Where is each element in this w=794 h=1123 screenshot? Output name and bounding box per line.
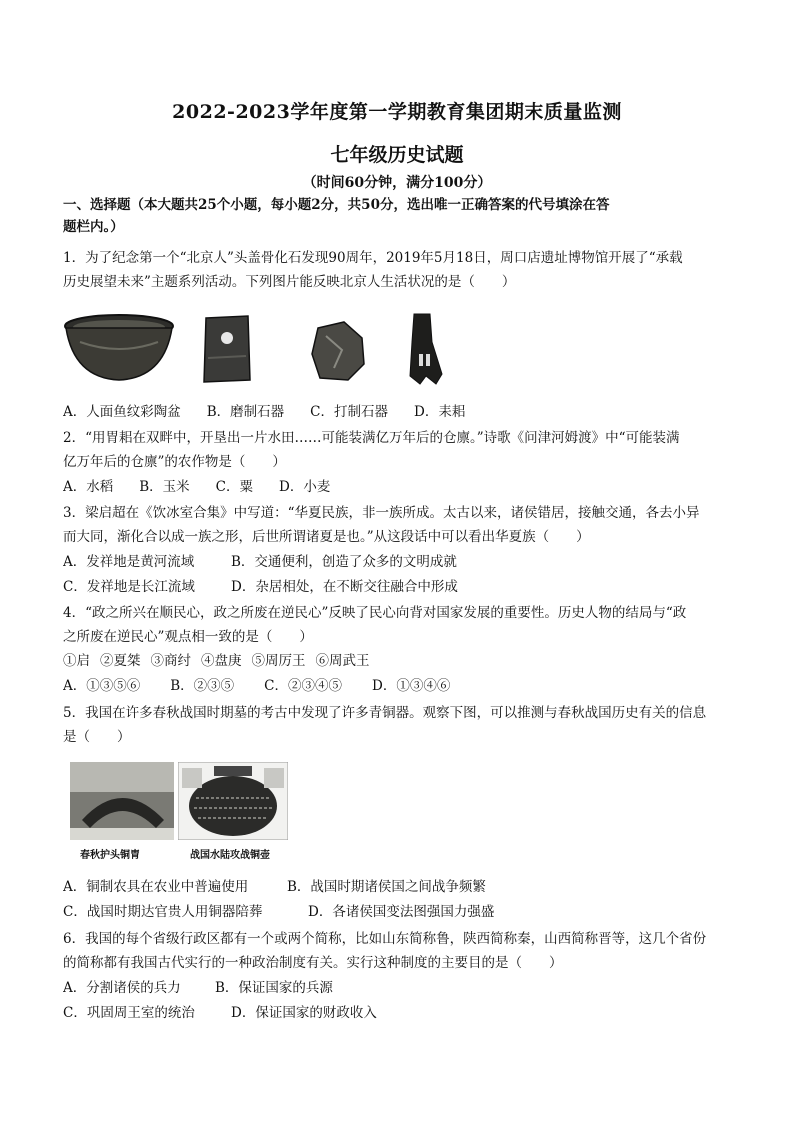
q6-options-row1: [63, 978, 743, 998]
q3-option-a[interactable]: A．发祥地是黄河流域: [63, 554, 195, 570]
q5-stem: 5．我国在许多春秋战国时期墓的考古中发现了许多青铜器。观察下图，可以推测与春秋战国历史有关的信息: [63, 705, 707, 721]
q5-options-row1: [63, 877, 743, 897]
q3-options-row2: [63, 577, 743, 597]
q5-option-c[interactable]: C．战国时期达官贵人用铜器陪葬: [63, 904, 263, 920]
q4-item: ⑤周厉王: [251, 653, 306, 669]
exam-title: 2022-2023学年度第一学期教育集团期末质量监测: [172, 101, 622, 123]
q1-stem-cont: 历史展望未来”主题系列活动。下列图片能反映北京人生活状况的是（ ）: [63, 274, 516, 290]
q2-stem-cont: 亿万年后的仓廪”的农作物是（ ）: [63, 454, 286, 470]
q1-option-d[interactable]: D．耒耜: [414, 404, 466, 420]
q4-item: ④盘庚: [201, 653, 242, 669]
q3-options-row1: [63, 552, 743, 572]
q4-stem: 4．“政之所兴在顺民心，政之所废在逆民心”反映了民心向背对国家发展的重要性。历史人物的结局与“政: [63, 605, 687, 621]
q4-options: [63, 676, 743, 696]
q1-option-c[interactable]: C．打制石器: [310, 404, 389, 420]
q5-caption-left: 春秋护头铜胄: [80, 850, 140, 861]
q3-option-d[interactable]: D．杂居相处，在不断交往融合中形成: [231, 579, 458, 595]
q2-stem: 2．“用胃耜在双畔中，开垦出一片水田……可能装满亿万年后的仓廪。”诗歌《问津河姆渡》中“可能装满: [63, 430, 680, 446]
bronze-helmet-image: [70, 762, 174, 840]
pottery-basin-image: [62, 312, 177, 384]
q2-option-d[interactable]: D．小麦: [279, 479, 331, 495]
q1-stem: 1．为了纪念第一个“北京人”头盖骨化石发现90周年，2019年5月18日，周口店遗址博物馆开展了“承载: [63, 250, 683, 266]
q5-caption-right: 战国水陆攻战铜壶: [190, 850, 270, 861]
q2-option-b[interactable]: B．玉米: [139, 479, 190, 495]
q5-stem-cont: 是（ ）: [63, 729, 131, 745]
q2-option-a[interactable]: A．水稻: [63, 479, 114, 495]
q3-option-c[interactable]: C．发祥地是长江流域: [63, 579, 195, 595]
chipped-stone-tool-image: [308, 320, 368, 384]
q3-stem-cont: 而大同，渐化合以成一族之形，后世所谓诸夏是也。”从这段话中可以看出华夏族（ ）: [63, 529, 590, 545]
q4-item: ③商纣: [150, 653, 191, 669]
q6-options-row2: [63, 1003, 743, 1023]
q6-option-d[interactable]: D．保证国家的财政收入: [231, 1005, 377, 1021]
q3-option-b[interactable]: B．交通便利，创造了众多的文明成就: [231, 554, 457, 570]
q6-stem-cont: 的简称都有我国古代实行的一种政治制度有关。实行这种制度的主要目的是（ ）: [63, 955, 563, 971]
leisi-plough-image: [400, 312, 450, 388]
q4-stem-cont: 之所废在逆民心”观点相一致的是（ ）: [63, 629, 313, 645]
polished-stone-tool-image: [200, 314, 254, 386]
q4-option-b[interactable]: B．②③⑤: [170, 678, 235, 694]
q3-stem: 3．梁启超在《饮冰室合集》中写道：“华夏民族，非一族所成。太古以来，诸侯错居，接触交通，各去小异: [63, 505, 700, 521]
q4-option-c[interactable]: C．②③④⑤: [264, 678, 343, 694]
q2-option-c[interactable]: C．粟: [215, 479, 254, 495]
q6-option-b[interactable]: B．保证国家的兵源: [215, 980, 333, 996]
q2-options: [63, 477, 743, 497]
section-heading: 一、选择题（本大题共25个小题，每小题2分，共50分，选出唯一正确答案的代号填涂在答: [63, 197, 610, 213]
bronze-pot-image: [178, 762, 288, 840]
q5-option-b[interactable]: B．战国时期诸侯国之间战争频繁: [287, 879, 486, 895]
q1-options: [63, 402, 743, 422]
exam-meta: （时间60分钟，满分100分）: [302, 175, 492, 191]
q1-option-b[interactable]: B．磨制石器: [206, 404, 285, 420]
exam-subtitle: 七年级历史试题: [330, 144, 464, 166]
q1-option-a[interactable]: A．人面鱼纹彩陶盆: [63, 404, 181, 420]
q5-option-a[interactable]: A．铜制农具在农业中普遍使用: [63, 879, 249, 895]
q4-items: [63, 651, 743, 671]
q4-item: ⑥周武王: [315, 653, 370, 669]
section-heading-cont: 题栏内。）: [63, 219, 124, 235]
q4-option-a[interactable]: A．①③⑤⑥: [63, 678, 141, 694]
q5-option-d[interactable]: D．各诸侯国变法图强国力强盛: [308, 904, 495, 920]
q6-option-c[interactable]: C．巩固周王室的统治: [63, 1005, 195, 1021]
q4-item: ①启: [63, 653, 90, 669]
q4-option-d[interactable]: D．①③④⑥: [372, 678, 451, 694]
q6-stem: 6．我国的每个省级行政区都有一个或两个简称，比如山东简称鲁，陕西简称秦，山西简称晋等，这几个省份: [63, 931, 707, 947]
q6-option-a[interactable]: A．分割诸侯的兵力: [63, 980, 181, 996]
q5-options-row2: [63, 902, 743, 922]
q4-item: ②夏桀: [100, 653, 141, 669]
